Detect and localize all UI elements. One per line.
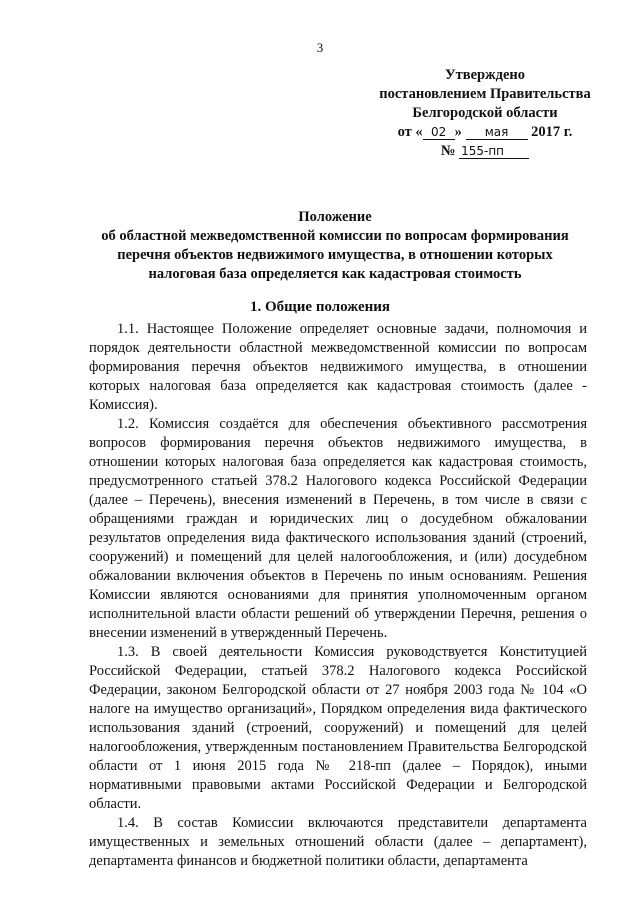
approval-line-2: постановлением Правительства xyxy=(379,86,591,102)
paragraph-1-1: 1.1. Настоящее Положение определяет основные задачи, полномочия и порядок деятельности областной межведомственной комиссии по вопросам формирования перечня объектов недвижимого имущества, в отношении которых налоговая база определяется как кадастровая стоимость (далее - Комиссия). xyxy=(89,321,587,413)
paragraph-1-4: 1.4. В состав Комиссии включаются представители департамента имущественных и земельных отношений области (далее – департамент), департамента финансов и бюджетной политики области, департамента xyxy=(89,815,587,869)
title-line-1: Положение xyxy=(298,209,372,225)
date-mid: » xyxy=(454,124,462,140)
document-title xyxy=(70,208,600,284)
number-value: 155-пп xyxy=(459,144,529,159)
date-day: 02 xyxy=(423,125,455,140)
title-line-3: перечня объектов недвижимого имущества, в отношении которых xyxy=(117,247,553,263)
title-line-4: налоговая база определяется как кадастровая стоимость xyxy=(148,266,522,282)
approval-line-3: Белгородской области xyxy=(412,105,558,121)
date-month: мая xyxy=(466,125,528,140)
date-year: 2017 г. xyxy=(531,124,573,140)
section-body xyxy=(89,320,587,871)
section-heading: 1. Общие положения xyxy=(249,299,391,315)
approval-stamp xyxy=(360,66,610,161)
approval-number xyxy=(360,142,610,161)
approval-date xyxy=(360,123,610,142)
date-prefix: от « xyxy=(397,124,423,140)
approval-line-1: Утверждено xyxy=(445,67,525,83)
number-prefix: № xyxy=(440,143,456,159)
paragraph-1-2: 1.2. Комиссия создаётся для обеспечения объективного рассмотрения вопросов формирования перечня объектов недвижимого имущества, в отношении которых налоговая база определяется как кадастровая стоимость, предусмотренного статьей 378.2 Налогового кодекса Российской Федерации (далее – Перечень), внесения изменений в Перечень, в том числе в связи с обращениями граждан и юридических лиц о досудебном обжаловании результатов определения вида фактического использования зданий (строений, сооружений) и помещений для целей налогообложения, и (или) досудебном обжаловании включения объектов в Перечень по иным основаниям. Решения Комиссии являются основаниями для принятия уполномоченным органом исполнительной власти области решений об утверждении Перечня, решения о внесении изменений в утвержденный Перечень. xyxy=(89,416,587,641)
title-line-2: об областной межведомственной комиссии по вопросам формирования xyxy=(101,228,569,244)
page-number: 3 xyxy=(316,40,324,55)
paragraph-1-3: 1.3. В своей деятельности Комиссия руководствуется Конституцией Российской Федерации, статьей 378.2 Налогового кодекса Российской Федерации, законом Белгородской области от 27 ноября 2003 года № 104 «О налоге на имущество организаций», Порядком определения вида фактического использования зданий (строений, сооружений) и помещений для целей налогообложения, утвержденным постановлением Правительства Белгородской области от 1 июня 2015 года № 218-пп (далее – Порядок), иными нормативными правовыми актами Российской Федерации и Белгородской области. xyxy=(89,644,587,812)
